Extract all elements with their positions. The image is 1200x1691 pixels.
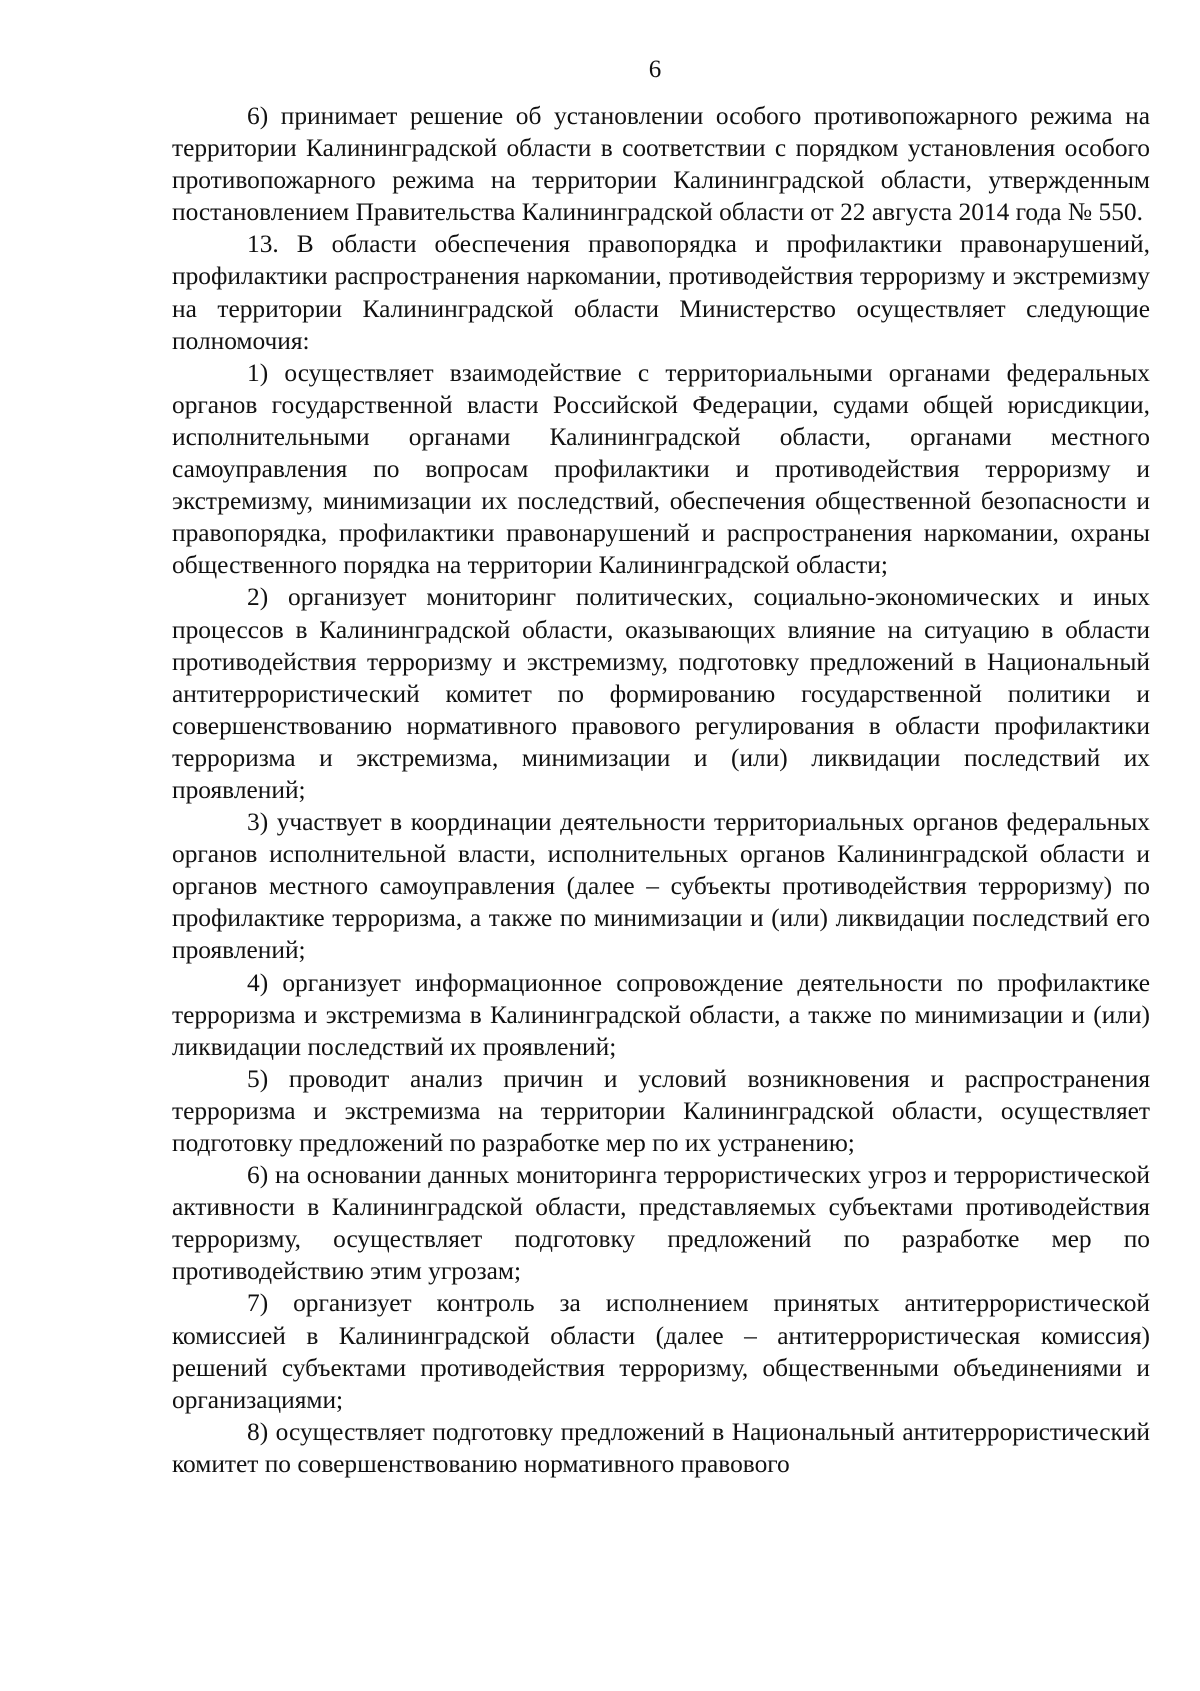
document-body <box>172 100 1150 1480</box>
paragraph-13-law-and-order: 13. В области обеспечения правопорядка и профилактики правонарушений, профилактики распространения наркомании, противодействия терроризму и экстремизму на территории Калининградской области Министерство осуществляет следующие полномочия: <box>172 230 1150 355</box>
paragraph-7-control: 7) организует контроль за исполнением принятых антитеррористической комиссией в Калининградской области (далее – антитеррористическая комиссия) решений субъектами противодействия терроризму, общественными объединениями и организациями; <box>172 1289 1150 1414</box>
paragraph-2-monitoring: 2) организует мониторинг политических, социально-экономических и иных процессов в Калининградской области, оказывающих влияние на ситуацию в области противодействия терроризму и экстремизму, подготовку предложений в Национальный антитеррористический комитет по формированию государственной политики и совершенствованию нормативного правового регулирования в области профилактики терроризма и экстремизма, минимизации и (или) ликвидации последствий их проявлений; <box>172 583 1150 804</box>
paragraph-6-threat-monitoring: 6) на основании данных мониторинга террористических угроз и террористической активности в Калининградской области, представляемых субъектами противодействия терроризму, осуществляет подготовку предложений по разработке мер по противодействию этим угрозам; <box>172 1161 1150 1286</box>
paragraph-8-proposals: 8) осуществляет подготовку предложений в Национальный антитеррористический комитет по совершенствованию нормативного правового <box>172 1417 1150 1478</box>
paragraph-3-coordination: 3) участвует в координации деятельности территориальных органов федеральных органов исполнительной власти, исполнительных органов Калининградской области и органов местного самоуправления (далее – субъекты противодействия терроризму) по профилактике терроризма, а также по минимизации и (или) ликвидации последствий его проявлений; <box>172 808 1150 965</box>
paragraph-6-fire-regime: 6) принимает решение об установлении особого противопожарного режима на территории Калининградской области в соответствии с порядком установления особого противопожарного режима на территории Калининградской области, утвержденным постановлением Правительства Калининградской области от 22 августа 2014 года № 550. <box>172 102 1150 227</box>
paragraph-4-information-support: 4) организует информационное сопровождение деятельности по профилактике терроризма и экстремизма в Калининградской области, а также по минимизации и (или) ликвидации последствий их проявлений; <box>172 968 1150 1061</box>
page-number: 6 <box>648 56 662 83</box>
paragraph-5-analysis: 5) проводит анализ причин и условий возникновения и распространения терроризма и экстремизма на территории Калининградской области, осуществляет подготовку предложений по разработке мер по их устранению; <box>172 1064 1150 1157</box>
paragraph-1-interaction: 1) осуществляет взаимодействие с территориальными органами федеральных органов государственной власти Российской Федерации, судами общей юрисдикции, исполнительными органами Калининградской области, органами местного самоуправления по вопросам профилактики и противодействия терроризму и экстремизму, минимизации их последствий, обеспечения общественной безопасности и правопорядка, профилактики правонарушений и распространения наркомании, охраны общественного порядка на территории Калининградской области; <box>172 358 1150 580</box>
